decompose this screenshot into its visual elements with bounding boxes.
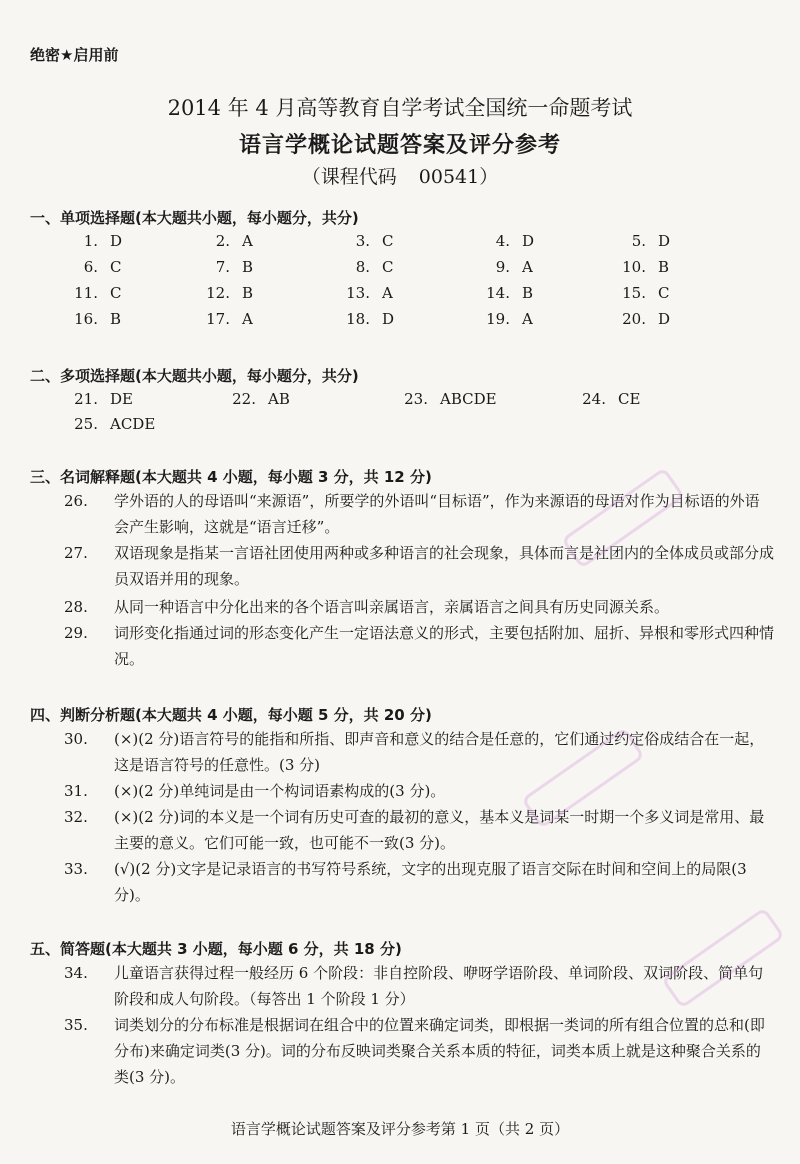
single-choice-answer [476, 258, 533, 276]
question-number: 22. [232, 390, 256, 408]
term-number: 28. [64, 598, 88, 616]
short-answer-text: 儿童语言获得过程一般经历 6 个阶段：非自控阶段、咿呀学语阶段、单词阶段、双词阶段、简单句阶段和成人句阶段。（每答出 1 个阶段 1 分） [114, 964, 764, 1008]
answer-letter: C [382, 232, 394, 250]
single-choice-answer [612, 310, 670, 328]
answer-letter: C [382, 258, 394, 276]
question-number: 9. [495, 258, 510, 276]
answer-letter: D [522, 232, 535, 250]
course-code-label: （课程代码 [301, 166, 397, 188]
question-number: 16. [74, 310, 98, 328]
judge-number: 33. [64, 860, 88, 878]
answer-letters: ABCDE [440, 390, 497, 408]
answer-letter: A [382, 284, 393, 302]
exam-title: 2014 年 4 月高等教育自学考试全国统一命题考试 [167, 96, 633, 120]
single-choice-answer [612, 284, 669, 302]
question-number: 25. [74, 415, 98, 433]
answer-letter: B [242, 284, 254, 302]
judge-number: 32. [64, 808, 88, 826]
answer-letters: ACDE [110, 415, 156, 433]
question-number: 3. [355, 232, 370, 250]
single-choice-answer [196, 232, 253, 250]
question-number: 23. [404, 390, 428, 408]
question-number: 8. [355, 258, 370, 276]
single-choice-answer [196, 310, 253, 328]
multiple-choice-answer [222, 390, 290, 408]
term-number: 27. [64, 544, 88, 562]
answer-letter: C [110, 284, 122, 302]
single-choice-answer [336, 284, 393, 302]
answer-letter: A [522, 258, 533, 276]
section-5-heading: 五、简答题(本大题共 3 小题，每小题 6 分，共 18 分) [30, 940, 402, 958]
single-choice-answer [336, 232, 393, 250]
answer-letter: D [110, 232, 123, 250]
answer-letters: CE [618, 390, 641, 408]
term-answer: 从同一种语言中分化出来的各个语言叫亲属语言，亲属语言之间具有历史同源关系。 [114, 598, 670, 616]
secret-label: 绝密★启用前 [30, 46, 119, 64]
question-number: 18. [346, 310, 370, 328]
single-choice-answer [612, 232, 670, 250]
single-choice-answer [336, 310, 394, 328]
term-answer: 学外语的人的母语叫“来源语”，所要学的外语叫“目标语”，作为来源语的母语对作为目标语的外语会产生影响，这就是“语言迁移”。 [114, 492, 760, 536]
answer-letter: A [242, 232, 253, 250]
page-footer: 语言学概论试题答案及评分参考第 1 页（共 2 页） [230, 1120, 570, 1138]
short-answer-text: 词类划分的分布标准是根据词在组合中的位置来确定词类，即根据一类词的所有组合位置的总和(即分布)来确定词类(3 分)。词的分布反映词类聚合关系本质的特征，词类本质上就是这种聚合关系的类(3 分)。 [114, 1016, 765, 1086]
question-number: 5. [631, 232, 646, 250]
question-number: 6. [83, 258, 98, 276]
single-choice-answer [64, 284, 121, 302]
answer-letters: DE [110, 390, 133, 408]
multiple-choice-answer [572, 390, 640, 408]
answer-letter: C [658, 284, 670, 302]
answer-letter: D [658, 232, 671, 250]
multiple-choice-answer [64, 415, 155, 433]
single-choice-answer [64, 232, 122, 250]
short-answer-number: 34. [64, 964, 88, 982]
judge-number: 31. [64, 782, 88, 800]
single-choice-answer [196, 284, 253, 302]
single-choice-answer [476, 284, 533, 302]
question-number: 11. [74, 284, 98, 302]
single-choice-answer [476, 310, 533, 328]
question-number: 13. [346, 284, 370, 302]
judge-answer: (√)(2 分)文字是记录语言的书写符号系统，文字的出现克服了语言交际在时间和空间上的局限(3 分)。 [114, 860, 747, 904]
section-3-heading: 三、名词解释题(本大题共 4 小题，每小题 3 分，共 12 分) [30, 468, 432, 486]
judge-answer: (×)(2 分)单纯词是由一个构词语素构成的(3 分)。 [114, 782, 446, 800]
answer-letter: B [522, 284, 534, 302]
multiple-choice-answer [64, 390, 133, 408]
section-2-heading: 二、多项选择题(本大题共小题，每小题分，共分) [30, 367, 359, 385]
answer-letter: D [658, 310, 671, 328]
answer-letter: B [242, 258, 254, 276]
question-number: 19. [486, 310, 510, 328]
question-number: 2. [215, 232, 230, 250]
question-number: 1. [83, 232, 98, 250]
single-choice-answer [64, 310, 121, 328]
question-number: 15. [622, 284, 646, 302]
judge-answer: (×)(2 分)词的本义是一个词有历史可查的最初的意义，基本义是词某一时期一个多义词是常用、最主要的意义。它们可能一致，也可能不一致(3 分)。 [114, 808, 765, 852]
question-number: 17. [206, 310, 230, 328]
answer-letter: A [522, 310, 533, 328]
answer-letter: D [382, 310, 395, 328]
single-choice-answer [64, 258, 121, 276]
term-number: 26. [64, 492, 88, 510]
course-code-line [0, 162, 800, 189]
term-answer: 词形变化指通过词的形态变化产生一定语法意义的形式，主要包括附加、屈折、异根和零形式四种情况。 [114, 624, 775, 668]
term-number: 29. [64, 624, 88, 642]
question-number: 24. [582, 390, 606, 408]
answer-letter: C [110, 258, 122, 276]
judge-answer: (×)(2 分)语言符号的能指和所指、即声音和意义的结合是任意的，它们通过约定俗成结合在一起，这是语言符号的任意性。(3 分) [114, 730, 765, 774]
judge-number: 30. [64, 730, 88, 748]
answer-letters: AB [268, 390, 290, 408]
question-number: 7. [215, 258, 230, 276]
question-number: 20. [622, 310, 646, 328]
short-answer-number: 35. [64, 1016, 88, 1034]
single-choice-answer [476, 232, 534, 250]
answer-letter: B [658, 258, 670, 276]
question-number: 21. [74, 390, 98, 408]
section-4-heading: 四、判断分析题(本大题共 4 小题，每小题 5 分，共 20 分) [30, 706, 432, 724]
multiple-choice-answer [394, 390, 497, 408]
answer-letter: B [110, 310, 122, 328]
question-number: 12. [206, 284, 230, 302]
document-title: 语言学概论试题答案及评分参考 [238, 132, 561, 158]
single-choice-answer [336, 258, 393, 276]
course-code: 00541） [418, 166, 499, 188]
section-1-heading: 一、单项选择题(本大题共小题，每小题分，共分) [30, 209, 359, 227]
question-number: 10. [622, 258, 646, 276]
single-choice-answer [612, 258, 669, 276]
question-number: 14. [486, 284, 510, 302]
term-answer: 双语现象是指某一言语社团使用两种或多种语言的社会现象，具体而言是社团内的全体成员或部分成员双语并用的现象。 [114, 544, 775, 588]
answer-letter: A [242, 310, 253, 328]
question-number: 4. [495, 232, 510, 250]
single-choice-answer [196, 258, 253, 276]
